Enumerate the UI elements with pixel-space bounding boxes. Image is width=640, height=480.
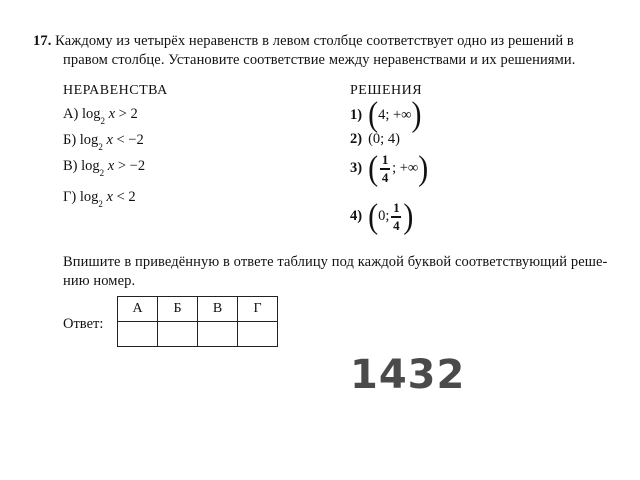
fraction-numerator: 1 <box>393 200 400 215</box>
inequality-letter: В) <box>63 158 78 174</box>
inequality-op: > 2 <box>118 106 138 122</box>
answer-table-header-row <box>118 297 278 322</box>
inequalities-header: НЕРАВЕНСТВА <box>63 83 168 98</box>
log-base: 2 <box>98 141 103 152</box>
task-number: 17. <box>33 33 52 49</box>
fraction-denominator: 4 <box>393 217 400 233</box>
solution-interval: 4; +∞ <box>378 106 412 123</box>
answer-column-a: А <box>118 297 158 322</box>
solution-number: 4) <box>350 208 363 225</box>
left-paren: ( <box>368 197 379 236</box>
solution-interval: (0; 4) <box>368 131 400 147</box>
fraction-one-quarter <box>391 201 401 233</box>
log-text: log <box>79 132 99 148</box>
log-base: 2 <box>98 198 103 209</box>
variable-x: x <box>107 158 115 174</box>
inequality-letter: А) <box>63 106 79 122</box>
solutions-header: РЕШЕНИЯ <box>350 83 423 98</box>
variable-x: x <box>106 189 113 205</box>
final-answer: 1432 <box>350 352 466 398</box>
solution-interval-start: 0; <box>378 208 390 225</box>
solution-number: 3) <box>350 160 363 177</box>
right-paren: ) <box>411 95 422 134</box>
fraction-numerator: 1 <box>381 152 389 167</box>
instruction-line-2: нию номер. <box>63 273 136 289</box>
log-text: log <box>79 189 99 205</box>
fraction-denominator: 4 <box>381 169 389 185</box>
solution-4 <box>350 197 414 236</box>
inequality-letter: Б) <box>63 132 77 148</box>
log-base: 2 <box>100 115 105 126</box>
task-line-1 <box>33 32 574 50</box>
solution-3 <box>350 149 429 188</box>
log-text: log <box>81 158 100 174</box>
left-paren: ( <box>368 149 379 188</box>
solution-1 <box>350 95 422 134</box>
inequality-op: > −2 <box>117 158 146 174</box>
instruction-line-1: Впишите в приведённую в ответе таблицу под каждой буквой соответствующий реше- <box>63 254 608 270</box>
solution-number: 2) <box>350 131 363 147</box>
answer-cell-b[interactable] <box>158 322 198 347</box>
inequality-v <box>63 158 145 176</box>
answer-table <box>117 296 278 347</box>
fraction-one-quarter <box>380 153 390 185</box>
inequality-g <box>63 189 136 207</box>
answer-cell-v[interactable] <box>198 322 238 347</box>
answer-column-g: Г <box>238 297 278 322</box>
answer-column-b: Б <box>158 297 198 322</box>
solution-number: 1) <box>350 106 363 123</box>
answer-table-value-row <box>118 322 278 347</box>
right-paren: ) <box>403 197 414 236</box>
answer-column-v: В <box>198 297 238 322</box>
solution-interval-rest: ; +∞ <box>392 160 419 177</box>
inequality-op: < 2 <box>116 189 136 205</box>
answer-label: Ответ: <box>63 316 104 332</box>
task-text-line-2: правом столбце. Установите соответствие между неравенствами и их решениями. <box>63 52 576 68</box>
right-paren: ) <box>418 149 429 188</box>
inequality-op: < −2 <box>116 132 144 148</box>
answer-cell-a[interactable] <box>118 322 158 347</box>
inequality-letter: Г) <box>63 189 77 205</box>
variable-x: x <box>106 132 113 148</box>
log-text: log <box>81 106 101 122</box>
answer-cell-g[interactable] <box>238 322 278 347</box>
inequality-a <box>63 106 138 124</box>
task-text-line-1: Каждому из четырёх неравенств в левом столбце соответствует одно из решений в <box>55 33 574 49</box>
left-paren: ( <box>368 95 379 134</box>
variable-x: x <box>108 106 116 122</box>
solution-2 <box>350 131 400 148</box>
log-base: 2 <box>99 167 105 178</box>
inequality-b <box>63 132 144 150</box>
